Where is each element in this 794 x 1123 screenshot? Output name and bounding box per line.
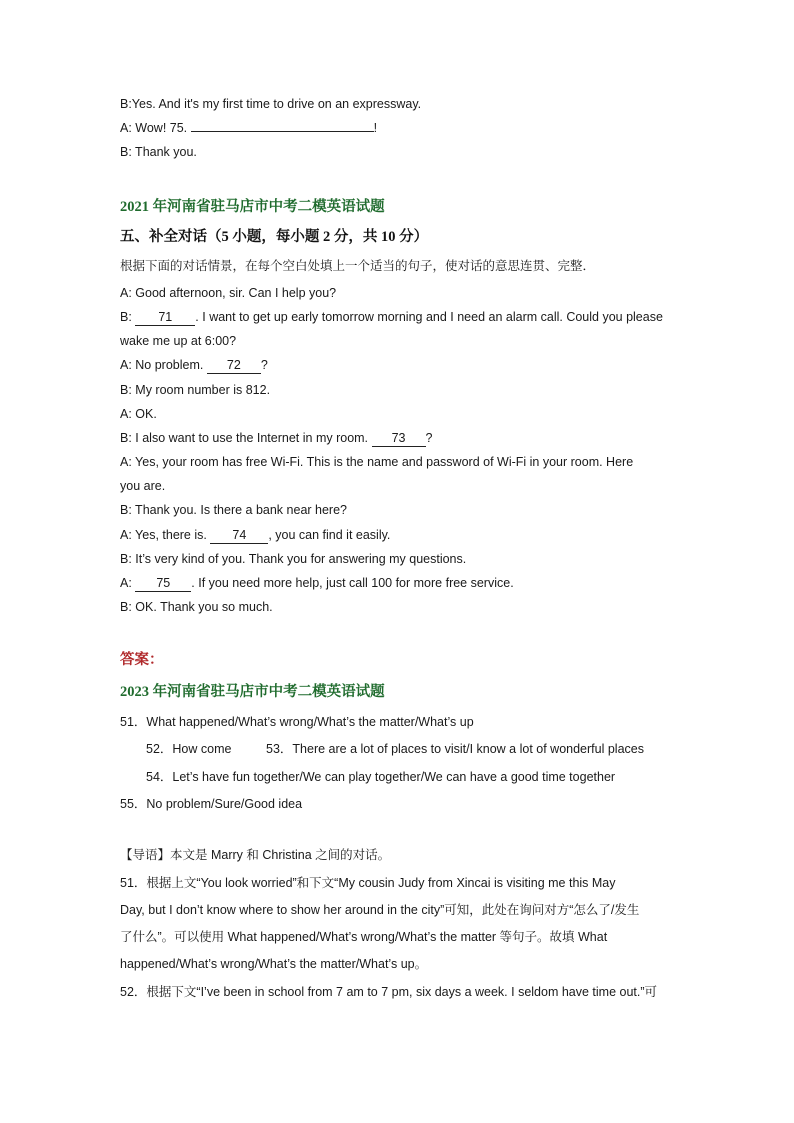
dialog-line: B: Thank you. Is there a bank near here? xyxy=(120,503,347,517)
explanation-intro: 【导语】本文是 Marry 和 Christina 之间的对话。 xyxy=(120,848,391,862)
explanation-51-line: Day, but I don’t know where to show her around in the city”可知，此处在询问对方“怎么了/发生 xyxy=(120,903,640,917)
answer-blank-73: 73 xyxy=(372,431,426,447)
answer-53: 53．There are a lot of places to visit/I know a lot of wonderful places xyxy=(266,742,644,756)
explanation-52-line: 52．根据下文“I’ve been in school from 7 am to 7 pm, six days a week. I seldom have time out.”可 xyxy=(120,985,658,999)
dialog-line: B:Yes. And it's my first time to drive on an expressway. xyxy=(120,97,422,111)
dialog-line-74: A: Yes, there is. 74 , you can find it easily. xyxy=(120,528,391,542)
dialog-line: B: It’s very kind of you. Thank you for answering my questions. xyxy=(120,552,467,566)
explanation-51-line: 51．根据上文“You look worried”和下文“My cousin Judy from Xincai is visiting me this May xyxy=(120,876,616,890)
dialog-line: you are. xyxy=(120,479,166,493)
dialog-line: B: Thank you. xyxy=(120,145,197,159)
answer-54: 54．Let’s have fun together/We can play together/We can have a good time together xyxy=(146,770,616,784)
answer-55: 55．No problem/Sure/Good idea xyxy=(120,797,303,811)
dialog-line-75: A: Wow! 75. ! xyxy=(120,121,378,135)
dialog-line: A: OK. xyxy=(120,407,157,421)
answer-blank-75b: 75 xyxy=(135,576,191,592)
answer-blank-75 xyxy=(191,131,374,132)
answer-label: 答案： xyxy=(120,652,164,668)
dialog-line-75: A: 75 . If you need more help, just call 100 for more free service. xyxy=(120,576,514,590)
answer-blank-71: 71 xyxy=(135,310,195,326)
explanation-51-line: 了什么”。可以使用 What happened/What’s wrong/What’s the matter 等句子。故填 What xyxy=(120,930,608,944)
answer-51: 51．What happened/What’s wrong/What’s the matter/What’s up xyxy=(120,715,474,729)
answer-blank-74: 74 xyxy=(210,528,268,544)
instruction-text: 根据下面的对话情景，在每个空白处填上一个适当的句子，使对话的意思连贯、完整． xyxy=(120,259,596,273)
explanation-51-line: happened/What’s wrong/What’s the matter/What’s up。 xyxy=(120,957,428,971)
answer-blank-72: 72 xyxy=(207,358,261,374)
section-subtitle: 五、补全对话（5 小题，每小题 2 分，共 10 分） xyxy=(120,229,429,245)
dialog-line-73: B: I also want to use the Internet in my room. 73 ? xyxy=(120,431,433,445)
dialog-line: B: OK. Thank you so much. xyxy=(120,600,273,614)
dialog-line: A: Yes, your room has free Wi-Fi. This is the name and password of Wi-Fi in your room. Here xyxy=(120,455,634,469)
dialog-line: B: My room number is 812. xyxy=(120,383,271,397)
dialog-line-71: B: 71 . I want to get up early tomorrow morning and I need an alarm call. Could you please xyxy=(120,310,663,324)
dialog-line-72: A: No problem. 72 ? xyxy=(120,358,268,372)
answer-52: 52．How come xyxy=(146,742,232,756)
dialog-line: wake me up at 6:00? xyxy=(120,334,237,348)
answer-section-title: 2023 年河南省驻马店市中考二模英语试题 xyxy=(120,684,385,700)
dialog-line: A: Good afternoon, sir. Can I help you? xyxy=(120,286,337,300)
section-title-2021: 2021 年河南省驻马店市中考二模英语试题 xyxy=(120,199,385,215)
